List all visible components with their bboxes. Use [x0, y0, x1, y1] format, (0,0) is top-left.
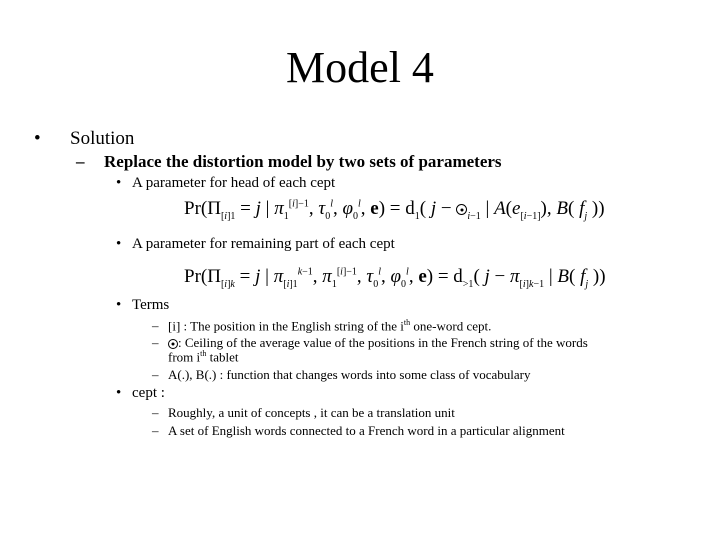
- cept-def-1: [152, 405, 455, 421]
- term-i-sup: th: [403, 318, 411, 327]
- replace-text: Replace the distortion model by two sets of parameters: [104, 152, 502, 171]
- term-i-pre: [i] : The position in the English string of the i: [168, 318, 404, 334]
- cept-def-2: [152, 423, 565, 439]
- term-ceiling-cont: [168, 349, 239, 365]
- bullet-remaining-param: [116, 236, 395, 253]
- ceiling-avg-symbol: [168, 339, 178, 349]
- cept-def1-text: Roughly, a unit of concepts , it can be a translation unit: [168, 405, 455, 420]
- bullet-solution: [34, 128, 134, 150]
- term-func-text: A(.), B(.) : function that changes words into some class of vocabulary: [168, 367, 531, 382]
- terms-text: Terms: [132, 297, 170, 313]
- bullet-replace: [76, 152, 502, 172]
- bullet-dot: •: [116, 297, 122, 313]
- term-i: [152, 318, 491, 334]
- dash-marker: –: [152, 423, 159, 438]
- term-func: [152, 367, 530, 383]
- bullet-dot: •: [116, 236, 122, 252]
- slide-title: Model 4: [286, 43, 434, 92]
- cept-def2-text: A set of English words connected to a French word in a particular alignment: [168, 423, 565, 438]
- term-ceil-line1: : Ceiling of the average value of the positions in the French string of the words: [178, 335, 588, 350]
- remaining-param-text: A parameter for remaining part of each cept: [132, 236, 395, 252]
- term-ceil-line2-pre: from i: [168, 349, 201, 365]
- bullet-cept: [116, 385, 165, 402]
- formula-remaining: $Pr(\Pi_{[i]k} = j$ | $\pi_{[i]1}^{k-1}$, $\pi_1^{[i]-1}$, $\tau_0^l$, $\varphi_0^l$, $e) = d_{>1}$( $j - \pi_{[i]k-1}$ | B( $f_j$ )): [184, 266, 606, 290]
- bullet-dot: •: [116, 175, 122, 191]
- dash-marker: –: [152, 335, 159, 350]
- term-ceil-line2-sup: th: [200, 349, 207, 358]
- term-i-post: one-word cept.: [410, 318, 492, 334]
- formula-head: $Pr(\Pi_{[i]1} = j$ | $\pi_1^{[i]-1}$, $\tau_0^l$, $\varphi_0^l$, $e) = d_1$( j − $_{i-1}$ | $A(e_{[i-1]})$, B( $f_j$ )): [184, 198, 605, 222]
- bullet-terms: [116, 297, 169, 314]
- dash-marker: –: [152, 318, 159, 334]
- dash-marker: –: [152, 367, 159, 382]
- head-param-text: A parameter for head of each cept: [132, 175, 336, 191]
- bullet-head-param: [116, 175, 335, 192]
- ceiling-avg-symbol: [456, 204, 467, 215]
- dash-marker: –: [76, 152, 85, 171]
- term-ceil-line2-post: tablet: [206, 349, 239, 365]
- solution-text: Solution: [70, 128, 135, 149]
- bullet-dot: •: [34, 128, 41, 149]
- cept-text: cept :: [132, 385, 165, 401]
- dash-marker: –: [152, 405, 159, 420]
- bullet-dot: •: [116, 385, 122, 401]
